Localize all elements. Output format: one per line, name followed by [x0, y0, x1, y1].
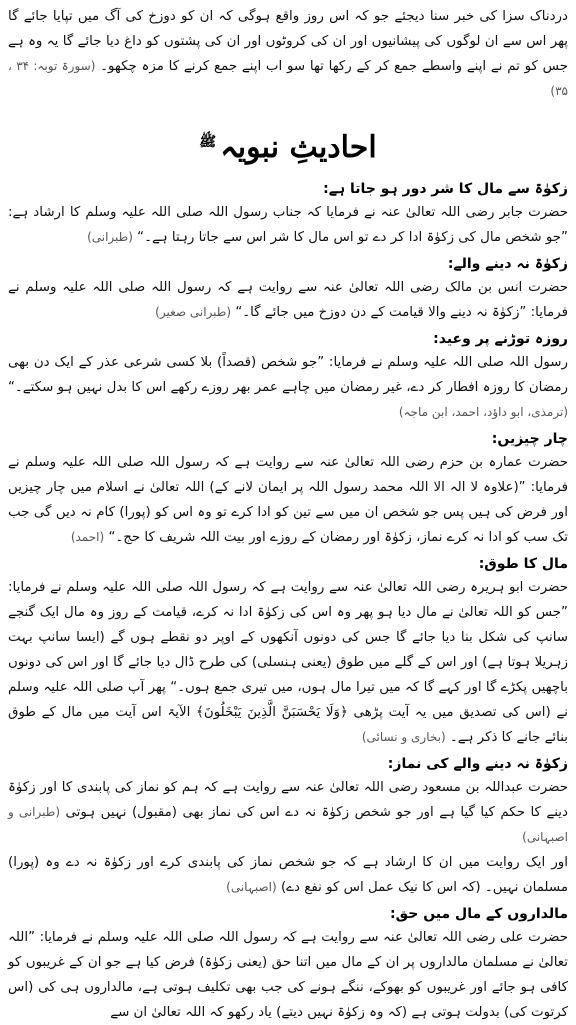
section-reference: (ترمذی، ابو داؤد، احمد، ابن ماجہ)	[398, 405, 568, 419]
section-four-things	[8, 428, 568, 550]
section-paragraph	[8, 350, 568, 425]
section-reference: (طبرانی)	[87, 230, 133, 244]
section-text: حضرت عمارہ بن حزم رضی اللہ تعالیٰ عنہ سے روایت ہے کہ رسول اللہ صلی اللہ علیہ وسلم نے فرمایا: ”(علاوہ لا الہ الا اللہ محمد رسول اللہ پر ایمان لانے کے) اللہ تعالیٰ نے اسلام میں چار چیزیں اور فرض کی ہیں پس جو شخص ان میں سے تین کو ادا کرے تو وہ اس کو (پورا) کام نہ دیں گی جب تک سب کو ادا نہ کرے نماز، زکوٰۃ اور رمضان کے روزے اور بیت اللہ شریف کا حج۔“	[8, 455, 568, 545]
section-heading: زکوٰۃ نہ دینے والے:	[447, 256, 568, 272]
section-paragraph	[8, 775, 568, 850]
section-prayer-without-zakat	[8, 753, 568, 900]
intro-reference: (سورۃ توبہ: ۳۴ ، ۳۵)	[8, 59, 568, 98]
section-paragraph	[8, 575, 568, 750]
section-breaking-fast	[8, 328, 568, 425]
section-text: حضرت علی رضی اللہ تعالیٰ عنہ سے روایت ہے کہ رسول اللہ صلی اللہ علیہ وسلم نے فرمایا: ”اللہ تعالیٰ نے مسلمان مالداروں پر ان کے مال میں اتنا حق (یعنی زکوٰۃ) فرض کیا ہے جو ان کے غریبوں کو کافی ہو جائے اور غریبوں کو بھوکے، ننگے ہونے کی جب بھی تکلیف ہوتی ہے، مالداروں ہی کی (اس کرتوت کی) بدولت ہوتی ہے (کہ وہ زکوٰۃ نہیں دیتے) یاد رکھو کہ اللہ تعالیٰ ان سے	[8, 930, 568, 1020]
section-heading: چار چیزیں:	[491, 431, 568, 447]
section-text: اور ایک روایت میں ان کا ارشاد ہے کہ جو شخص نماز کی پابندی کرے اور زکوٰۃ نہ دے وہ (پورا) مسلمان نہیں۔ (کہ اس کا نیک عمل اس کو نفع دے)	[8, 855, 568, 895]
section-zakat-evil	[8, 178, 568, 250]
section-text: حضرت عبداللہ بن مسعود رضی اللہ تعالیٰ عنہ سے روایت ہے کہ ہم کو نماز کی پابندی کا اور زکوٰۃ دینے کا حکم کیا گیا ہے اور جو شخص زکوٰۃ نہ دے اس کی نماز بھی (مقبول) نہیں ہوتی	[8, 780, 568, 820]
section-heading: مال کا طوق:	[478, 556, 568, 572]
section-text: رسول اللہ صلی اللہ علیہ وسلم نے فرمایا: ”جو شخص (قصداً) بلا کسی شرعی عذر کے ایک دن بھی رمضان کا روزہ افطار کر دے، غیر رمضان میں چاہے عمر بھر روزے رکھے اس کا بدل نہیں ہو سکتے۔“	[8, 355, 568, 395]
section-paragraph	[8, 450, 568, 550]
section-text: حضرت جابر رضی اللہ تعالیٰ عنہ نے فرمایا کہ جناب رسول اللہ صلی اللہ علیہ وسلم کا ارشاد ہے: ”جو شخص مال کی زکوٰۃ ادا کر دے تو اس مال کا شر اس سے جاتا رہتا ہے۔“	[8, 205, 568, 245]
section-paragraph	[8, 200, 568, 250]
section-text: حضرت انس بن مالک رضی اللہ تعالیٰ عنہ سے روایت ہے کہ رسول اللہ صلی اللہ علیہ وسلم نے فرمایا: ”زکوٰۃ نہ دینے والا قیامت کے دن دوزخ میں جائے گا۔“	[8, 280, 568, 320]
section-reference: (اصبہانی)	[226, 880, 277, 894]
section-paragraph-2	[8, 850, 568, 900]
intro-text: دردناک سزا کی خبر سنا دیجئے جو کہ اس روز واقع ہوگی کہ ان کو دوزخ کی آگ میں تپایا جائے گا پھر اس سے ان لوگوں کی پیشانیوں اور ان کی کروٹوں اور ان کی پشتوں کو داغ دیا جائے گا یہ وہ ہے جس کو تم نے اپنے واسطے جمع کر کے رکھا تھا سو اب اپنے جمع کرنے کا مزہ چکھو۔	[8, 9, 568, 74]
section-right-in-wealth	[8, 903, 568, 1025]
section-reference: (بخاری و نسائی)	[361, 730, 446, 744]
section-paragraph	[8, 275, 568, 325]
section-reference: (طبرانی صغیر)	[155, 305, 232, 319]
page-title-text: احادیثِ نبویہ	[220, 130, 377, 165]
section-not-giving-zakat	[8, 253, 568, 325]
section-reference: (احمد)	[70, 530, 105, 544]
intro-paragraph	[8, 4, 568, 104]
section-heading: زکوٰۃ سے مال کا شر دور ہو جاتا ہے:	[323, 181, 568, 197]
section-heading: مالداروں کے مال میں حق:	[390, 906, 568, 922]
section-paragraph	[8, 925, 568, 1025]
salutation-mark: ﷺ	[199, 134, 217, 150]
page-title	[8, 122, 568, 168]
section-reference: (طبرانی و اصبہانی)	[8, 805, 568, 844]
section-text: حضرت ابو ہریرہ رضی اللہ تعالیٰ عنہ سے روایت ہے کہ رسول اللہ صلی اللہ علیہ وسلم نے فرمایا: ”جس کو اللہ تعالیٰ نے مال دیا ہو پھر وہ اس کی زکوٰۃ ادا نہ کرے، قیامت کے روز وہ مال ایک گنجے سانپ کی شکل بنا دیا جائے گا جس کی دونوں آنکھوں کے اوپر دو نقطے ہوں گے (ایسا سانپ بہت زہریلا ہوتا ہے) اور اس کے گلے میں طوق (یعنی ہنسلی) کی طرح ڈال دیا جائے گا اور اس کی دونوں باچھیں پکڑے گا اور کہے گا کہ میں تیرا مال ہوں، میں تیری جمع ہوں۔“ پھر آپ صلی اللہ علیہ وسلم نے (اس کی تصدیق میں یہ آیت پڑھی ﴿وَلَا يَحْسَبَنَّ الَّذِينَ يَبْخَلُونَ﴾ الآیۃ اس آیت میں مال کے طوق بنائے جانے کا ذکر ہے۔	[8, 580, 568, 745]
section-heading: زکوٰۃ نہ دینے والے کی نماز:	[387, 756, 568, 772]
section-wealth-collar	[8, 553, 568, 750]
section-heading: روزہ توڑنے پر وعید:	[433, 331, 568, 347]
